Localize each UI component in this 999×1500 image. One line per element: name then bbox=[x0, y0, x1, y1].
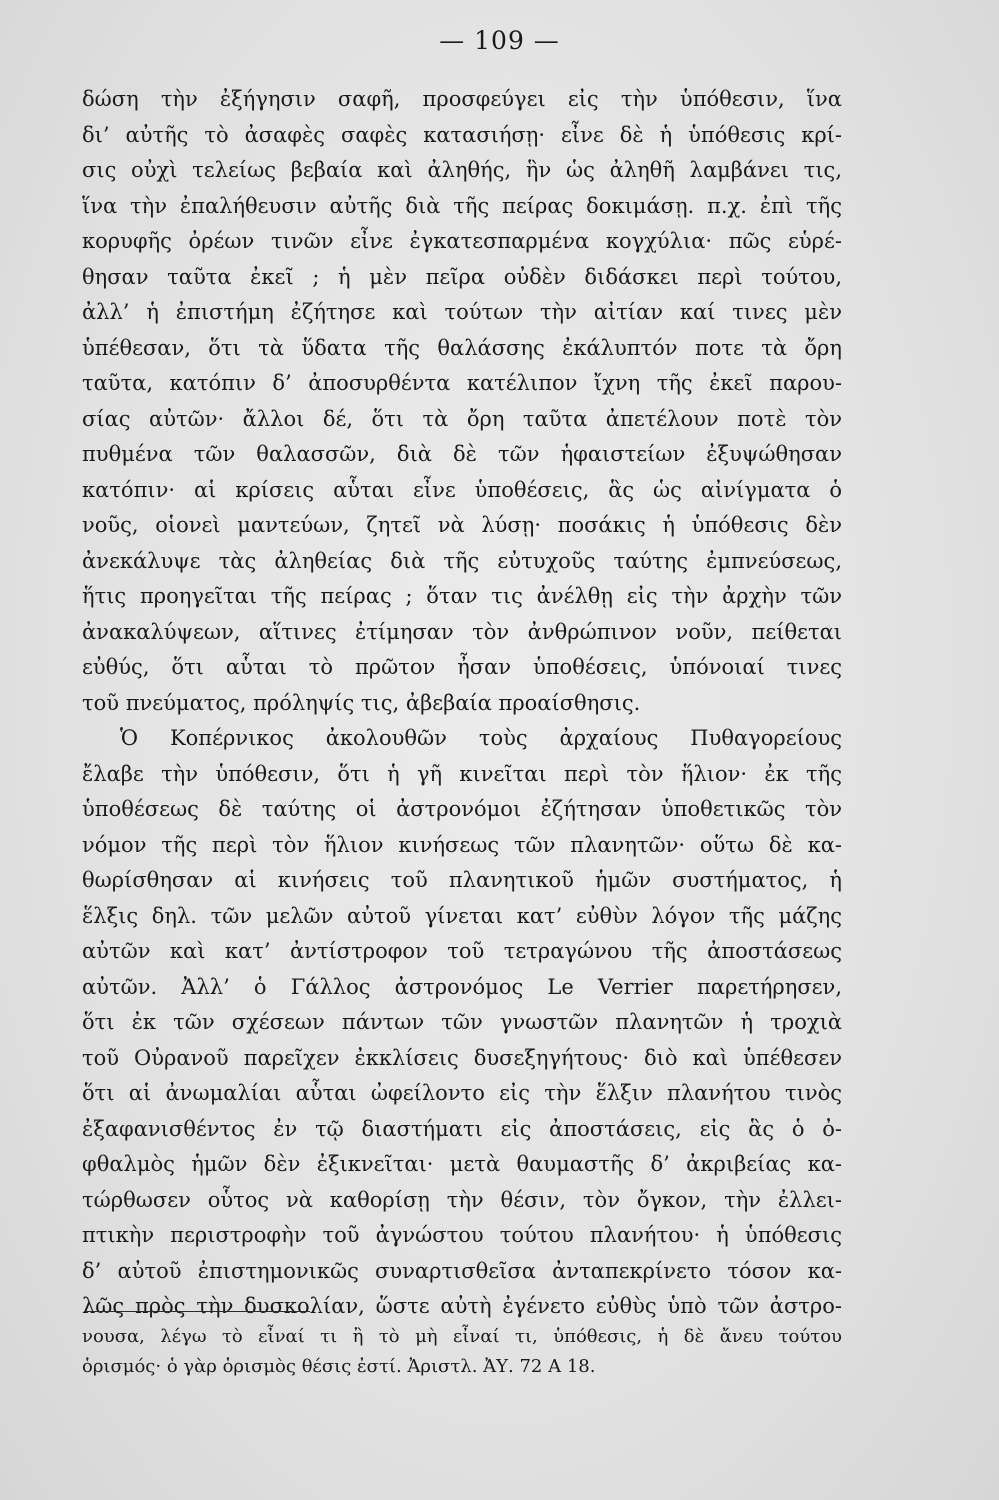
footnote-line: ὁρισμός· ὁ γὰρ ὁρισμὸς θέσις ἐστί. Ἀριστλ. ἈΥ. 72 Α 18. bbox=[82, 1356, 596, 1377]
footnote bbox=[82, 1322, 842, 1382]
page-number: — 109 — bbox=[439, 26, 560, 55]
text-line: πυθμένα τῶν θαλασσῶν, διὰ δὲ τῶν ἡφαιστείων ἐξυψώθησαν bbox=[82, 442, 842, 466]
text-line: ὑποθέσεως δὲ ταύτης οἱ ἀστρονόμοι ἐζήτησαν ὑποθετικῶς τὸν bbox=[82, 797, 842, 821]
paragraph-start-line: Ὁ Κοπέρνικος ἀκολουθῶν τοὺς ἀρχαίους Πυθαγορείους bbox=[120, 726, 842, 750]
text-line: φθαλμὸς ἡμῶν δὲν ἐξικνεῖται· μετὰ θαυμαστῆς δ’ ἀκριβείας κα- bbox=[82, 1152, 842, 1176]
text-line: δώση τὴν ἐξήγησιν σαφῆ, προσφεύγει εἰς τὴν ὑπόθεσιν, ἵνα bbox=[82, 87, 842, 111]
text-line: ὅτι αἱ ἀνωμαλίαι αὗται ὠφείλοντο εἰς τὴν ἕλξιν πλανήτου τινὸς bbox=[82, 1081, 842, 1105]
text-line: αὐτῶν καὶ κατ’ ἀντίστροφον τοῦ τετραγώνου τῆς ἀποστάσεως bbox=[82, 939, 842, 963]
text-line: ἐξαφανισθέντος ἐν τῷ διαστήματι εἰς ἀποστάσεις, εἰς ἃς ὁ ὀ- bbox=[82, 1116, 842, 1141]
text-line: ταῦτα, κατόπιν δ’ ἀποσυρθέντα κατέλιπον ἴχνη τῆς ἐκεῖ παρου- bbox=[82, 371, 842, 395]
text-line: τώρθωσεν οὗτος νὰ καθορίσῃ τὴν θέσιν, τὸν ὄγκον, τὴν ἐλλει- bbox=[82, 1187, 842, 1212]
text-line: αὐτῶν. Ἀλλ’ ὁ Γάλλος ἀστρονόμος Le Verrier παρετήρησεν, bbox=[82, 974, 842, 999]
text-line: τοῦ Οὐρανοῦ παρεῖχεν ἐκκλίσεις δυσεξηγήτους· διὸ καὶ ὑπέθεσεν bbox=[82, 1045, 842, 1070]
text-line: ὑπέθεσαν, ὅτι τὰ ὕδατα τῆς θαλάσσης ἐκάλυπτόν ποτε τὰ ὄρη bbox=[82, 335, 842, 360]
footnote-line: νουσα, λέγω τὸ εἶναί τι ἢ τὸ μὴ εἶναί τι, ὑπόθεσις, ἡ δὲ ἄνευ τούτου bbox=[82, 1326, 842, 1347]
text-line: πτικὴν περιστροφὴν τοῦ ἀγνώστου τούτου πλανήτου· ἡ ὑπόθεσις bbox=[82, 1223, 842, 1247]
text-line: σις οὐχὶ τελείως βεβαία καὶ ἀληθής, ἣν ὡς ἀληθῆ λαμβάνει τις, bbox=[82, 158, 842, 182]
text-line: ἀλλ’ ἡ ἐπιστήμη ἐζήτησε καὶ τούτων τὴν αἰτίαν καί τινες μὲν bbox=[82, 300, 842, 324]
text-line: ἔλαβε τὴν ὑπόθεσιν, ὅτι ἡ γῆ κινεῖται περὶ τὸν ἥλιον· ἐκ τῆς bbox=[82, 761, 842, 786]
text-line: λῶς πρὸς τὴν δυσκολίαν, ὥστε αὐτὴ ἐγένετο εὐθὺς ὑπὸ τῶν ἀστρο- bbox=[82, 1294, 842, 1318]
footnote-divider bbox=[84, 1311, 310, 1312]
text-line: θωρίσθησαν αἱ κινήσεις τοῦ πλανητικοῦ ἡμῶν συστήματος, ἡ bbox=[82, 868, 842, 892]
text-line: νοῦς, οἱονεὶ μαντεύων, ζητεῖ νὰ λύσῃ· ποσάκις ἡ ὑπόθεσις δὲν bbox=[82, 513, 842, 537]
text-line: δ’ αὐτοῦ ἐπιστημονικῶς συναρτισθεῖσα ἀνταπεκρίνετο τόσον κα- bbox=[82, 1258, 842, 1283]
text-line: ἥτις προηγεῖται τῆς πείρας ; ὅταν τις ἀνέλθῃ εἰς τὴν ἀρχὴν τῶν bbox=[82, 584, 842, 608]
text-line: ἀνακαλύψεων, αἵτινες ἐτίμησαν τὸν ἀνθρώπινον νοῦν, πείθεται bbox=[82, 619, 842, 644]
text-line: ἀνεκάλυψε τὰς ἀληθείας διὰ τῆς εὐτυχοῦς ταύτης ἐμπνεύσεως, bbox=[82, 548, 842, 573]
text-line: δι’ αὐτῆς τὸ ἀσαφὲς σαφὲς κατασιήσῃ· εἶνε δὲ ἡ ὑπόθεσις κρί- bbox=[82, 122, 842, 147]
text-line: ἵνα τὴν ἐπαλήθευσιν αὐτῆς διὰ τῆς πείρας δοκιμάσῃ. π.χ. ἐπὶ τῆς bbox=[82, 193, 842, 218]
text-line: κορυφῆς ὀρέων τινῶν εἶνε ἐγκατεσπαρμένα κογχύλια· πῶς εὑρέ- bbox=[82, 229, 842, 253]
text-line: νόμον τῆς περὶ τὸν ἥλιον κινήσεως τῶν πλανητῶν· οὕτω δὲ κα- bbox=[82, 832, 842, 857]
text-line: εὐθύς, ὅτι αὗται τὸ πρῶτον ἦσαν ὑποθέσεις, ὑπόνοιαί τινες bbox=[82, 655, 842, 679]
text-line: σίας αὐτῶν· ἄλλοι δέ, ὅτι τὰ ὄρη ταῦτα ἀπετέλουν ποτὲ τὸν bbox=[82, 406, 842, 431]
text-line: κατόπιν· αἱ κρίσεις αὗται εἶνε ὑποθέσεις, ἃς ὡς αἰνίγματα ὁ bbox=[82, 477, 842, 502]
text-line: ὅτι ἐκ τῶν σχέσεων πάντων τῶν γνωστῶν πλανητῶν ἡ τροχιὰ bbox=[82, 1010, 842, 1034]
text-line: ἕλξις δηλ. τῶν μελῶν αὐτοῦ γίνεται κατ’ εὐθὺν λόγον τῆς μάζης bbox=[82, 903, 842, 928]
body-text bbox=[82, 82, 842, 1325]
paragraph-end-line: τοῦ πνεύματος, πρόληψίς τις, ἀβεβαία προαίσθησις. bbox=[82, 690, 641, 715]
text-line: θησαν ταῦτα ἐκεῖ ; ἡ μὲν πεῖρα οὐδὲν διδάσκει περὶ τούτου, bbox=[82, 264, 842, 289]
